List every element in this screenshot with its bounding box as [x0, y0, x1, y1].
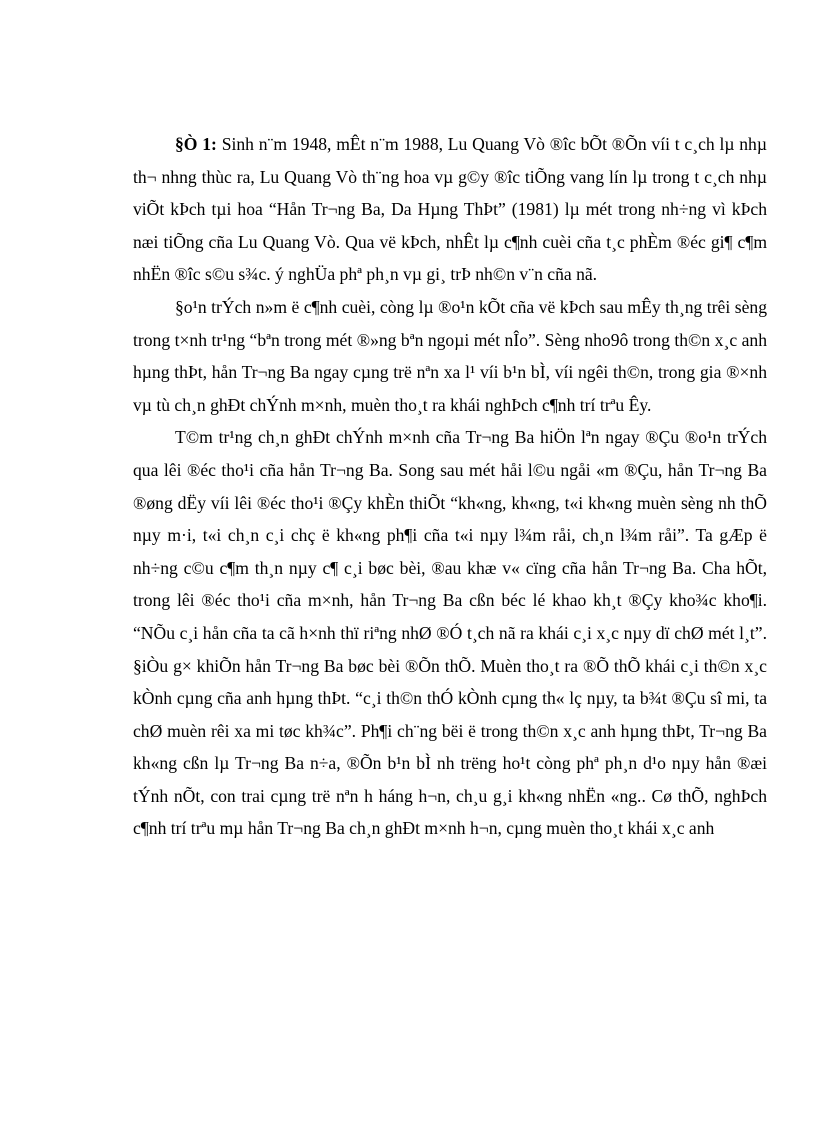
paragraph-text: T©m tr¹ng ch¸n ghÐt chÝnh m×nh cña Tr¬ng Ba hiÖn lªn ngay ®Çu ®o¹n trÝch qua lêi ®éc tho¹i cña hån Tr¬ng Ba. Song sau mét håi l©u ngåi «m ®Çu, hån Tr¬ng Ba ®øng dËy víi lêi ®éc tho¹i ®Çy khÈn thiÕt “kh«ng, kh«ng, t«i kh«ng muèn sèng nh thÕ nµy m·i, t«i ch¸n c¸i chç ë kh«ng ph¶i cña t«i nµy l¾m råi, ch¸n l¾m råi”. Ta gÆp ë nh÷ng c©u c¶m th¸n nµy c¶ c¸i bøc bèi, ®au khæ v« cïng cña hån Tr¬ng Ba. Cha hÕt, trong lêi ®éc tho¹i cña m×nh, hån Tr¬ng Ba cßn béc lé khao kh¸t ®Çy kho¾c kho¶i. “NÕu c¸i hån cña ta cã h×nh thï riªng nhØ ®Ó t¸ch nã ra khái c¸i x¸c nµy dï chØ mét l¸t”. §iÒu g× khiÕn hån Tr¬ng Ba bøc bèi ®Õn thÕ. Muèn tho¸t ra ®Õ thÕ khái c¸i th©n x¸c kÒnh cµng cña anh hµng thÞt. “c¸i th©n thÓ kÒnh cµng th« lç nµy, ta b¾t ®Çu sî mi, ta chØ muèn rêi xa mi tøc kh¾c”. Ph¶i ch¨ng bëi ë trong th©n x¸c anh hµng thÞt, Tr¬ng Ba kh«ng cßn lµ Tr¬ng Ba n÷a, ®Õn b¹n bÌ nh trëng ho¹t còng phª ph¸n d¹o nµy hån ®æi tÝnh nÕt, con trai cµng trë nªn h háng h¬n, ch¸u g¸i kh«ng nhËn «ng.. Cø thÕ, nghÞch c¶nh trí trªu mµ hån Tr¬ng Ba ch¸n ghÐt m×nh h¬n, cµng muèn tho¸t khái x¸c anh — [133, 427, 767, 839]
document-page — [133, 128, 767, 845]
paragraph-context — [133, 291, 767, 421]
paragraph-text: §o¹n trÝch n»m ë c¶nh cuèi, còng lµ ®o¹n kÕt cña vë kÞch sau mÊy th¸ng trêi sèng trong t×nh tr¹ng “bªn trong mét ®»ng bªn ngoµi mét nÎo”. Sèng nho9ô trong th©n x¸c anh hµng thÞt, hån Tr¬ng Ba ngay cµng trë nªn xa l¹ víi b¹n bÌ, víi ngêi th©n, trong gia ®×nh vµ tù ch¸n ghÐt chÝnh m×nh, muèn tho¸t ra khái nghÞch c¶nh trí trªu Êy. — [133, 296, 767, 415]
section-heading: §Ò 1: — [175, 134, 217, 154]
paragraph-intro — [133, 128, 767, 291]
paragraph-text: Sinh n¨m 1948, mÊt n¨m 1988, Lu Quang Vò ®îc bÕt ®Õn víi t c¸ch lµ nhµ th¬ nhng thùc ra, Lu Quang Vò th¨ng hoa vµ g©y ®îc tiÕng vang lín lµ trong t c¸ch nhµ viÕt kÞch tµi hoa “Hån Tr¬ng Ba, Da Hµng ThÞt” (1981) lµ mét trong nh÷ng vì kÞch næi tiÕng cña Lu Quang Vò. Qua vë kÞch, nhÊt lµ c¶nh cuèi cña t¸c phÈm ®éc gi¶ c¶m nhËn ®îc s©u s¾c. ý nghÜa phª ph¸n vµ gi¸ trÞ nh©n v¨n cña nã. — [133, 134, 767, 285]
paragraph-analysis — [133, 421, 767, 845]
